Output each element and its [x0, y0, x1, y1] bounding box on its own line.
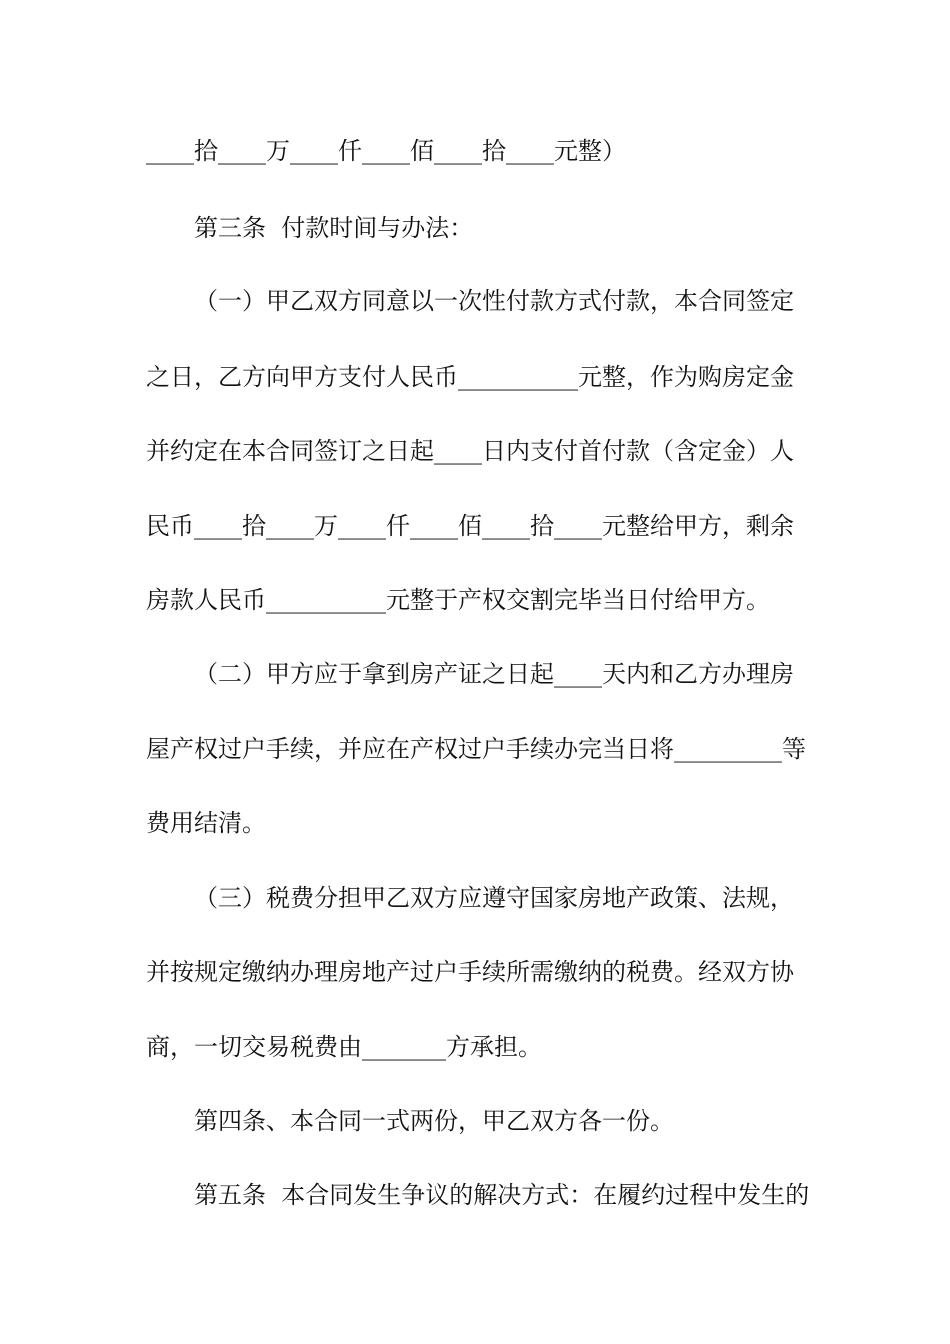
article-heading: 第五条 本合同发生争议的解决方式：在履约过程中发生的 — [194, 1181, 810, 1209]
text-line: （三）税费分担甲乙双方应遵守国家房地产政策、法规， — [194, 884, 794, 912]
text-line: 并约定在本合同签订之日起____日内支付首付款（含定金）人 — [146, 437, 794, 465]
article-heading: 第四条、本合同一式两份，甲乙双方各一份。 — [194, 1107, 674, 1135]
text-line: 屋产权过户手续，并应在产权过户手续办完当日将_________等 — [146, 735, 806, 763]
text-line: （一）甲乙双方同意以一次性付款方式付款，本合同签定 — [194, 287, 794, 315]
text-line: （二）甲方应于拿到房产证之日起____天内和乙方办理房 — [194, 660, 794, 688]
text-line: 并按规定缴纳办理房地产过户手续所需缴纳的税费。经双方协 — [146, 958, 794, 986]
article-heading: 第三条 付款时间与办法： — [194, 214, 474, 242]
text-line: 民币____拾____万____仟____佰____拾____元整给甲方，剩余 — [146, 512, 794, 540]
text-line: 房款人民币__________元整于产权交割完毕当日付给甲方。 — [146, 586, 770, 614]
text-line: ____拾____万____仟____佰____拾____元整） — [146, 137, 626, 165]
text-line: 之日，乙方向甲方支付人民币__________元整，作为购房定金 — [146, 363, 794, 391]
text-line: 费用结清。 — [146, 809, 266, 837]
text-line: 商，一切交易税费由_______方承担。 — [146, 1033, 542, 1061]
